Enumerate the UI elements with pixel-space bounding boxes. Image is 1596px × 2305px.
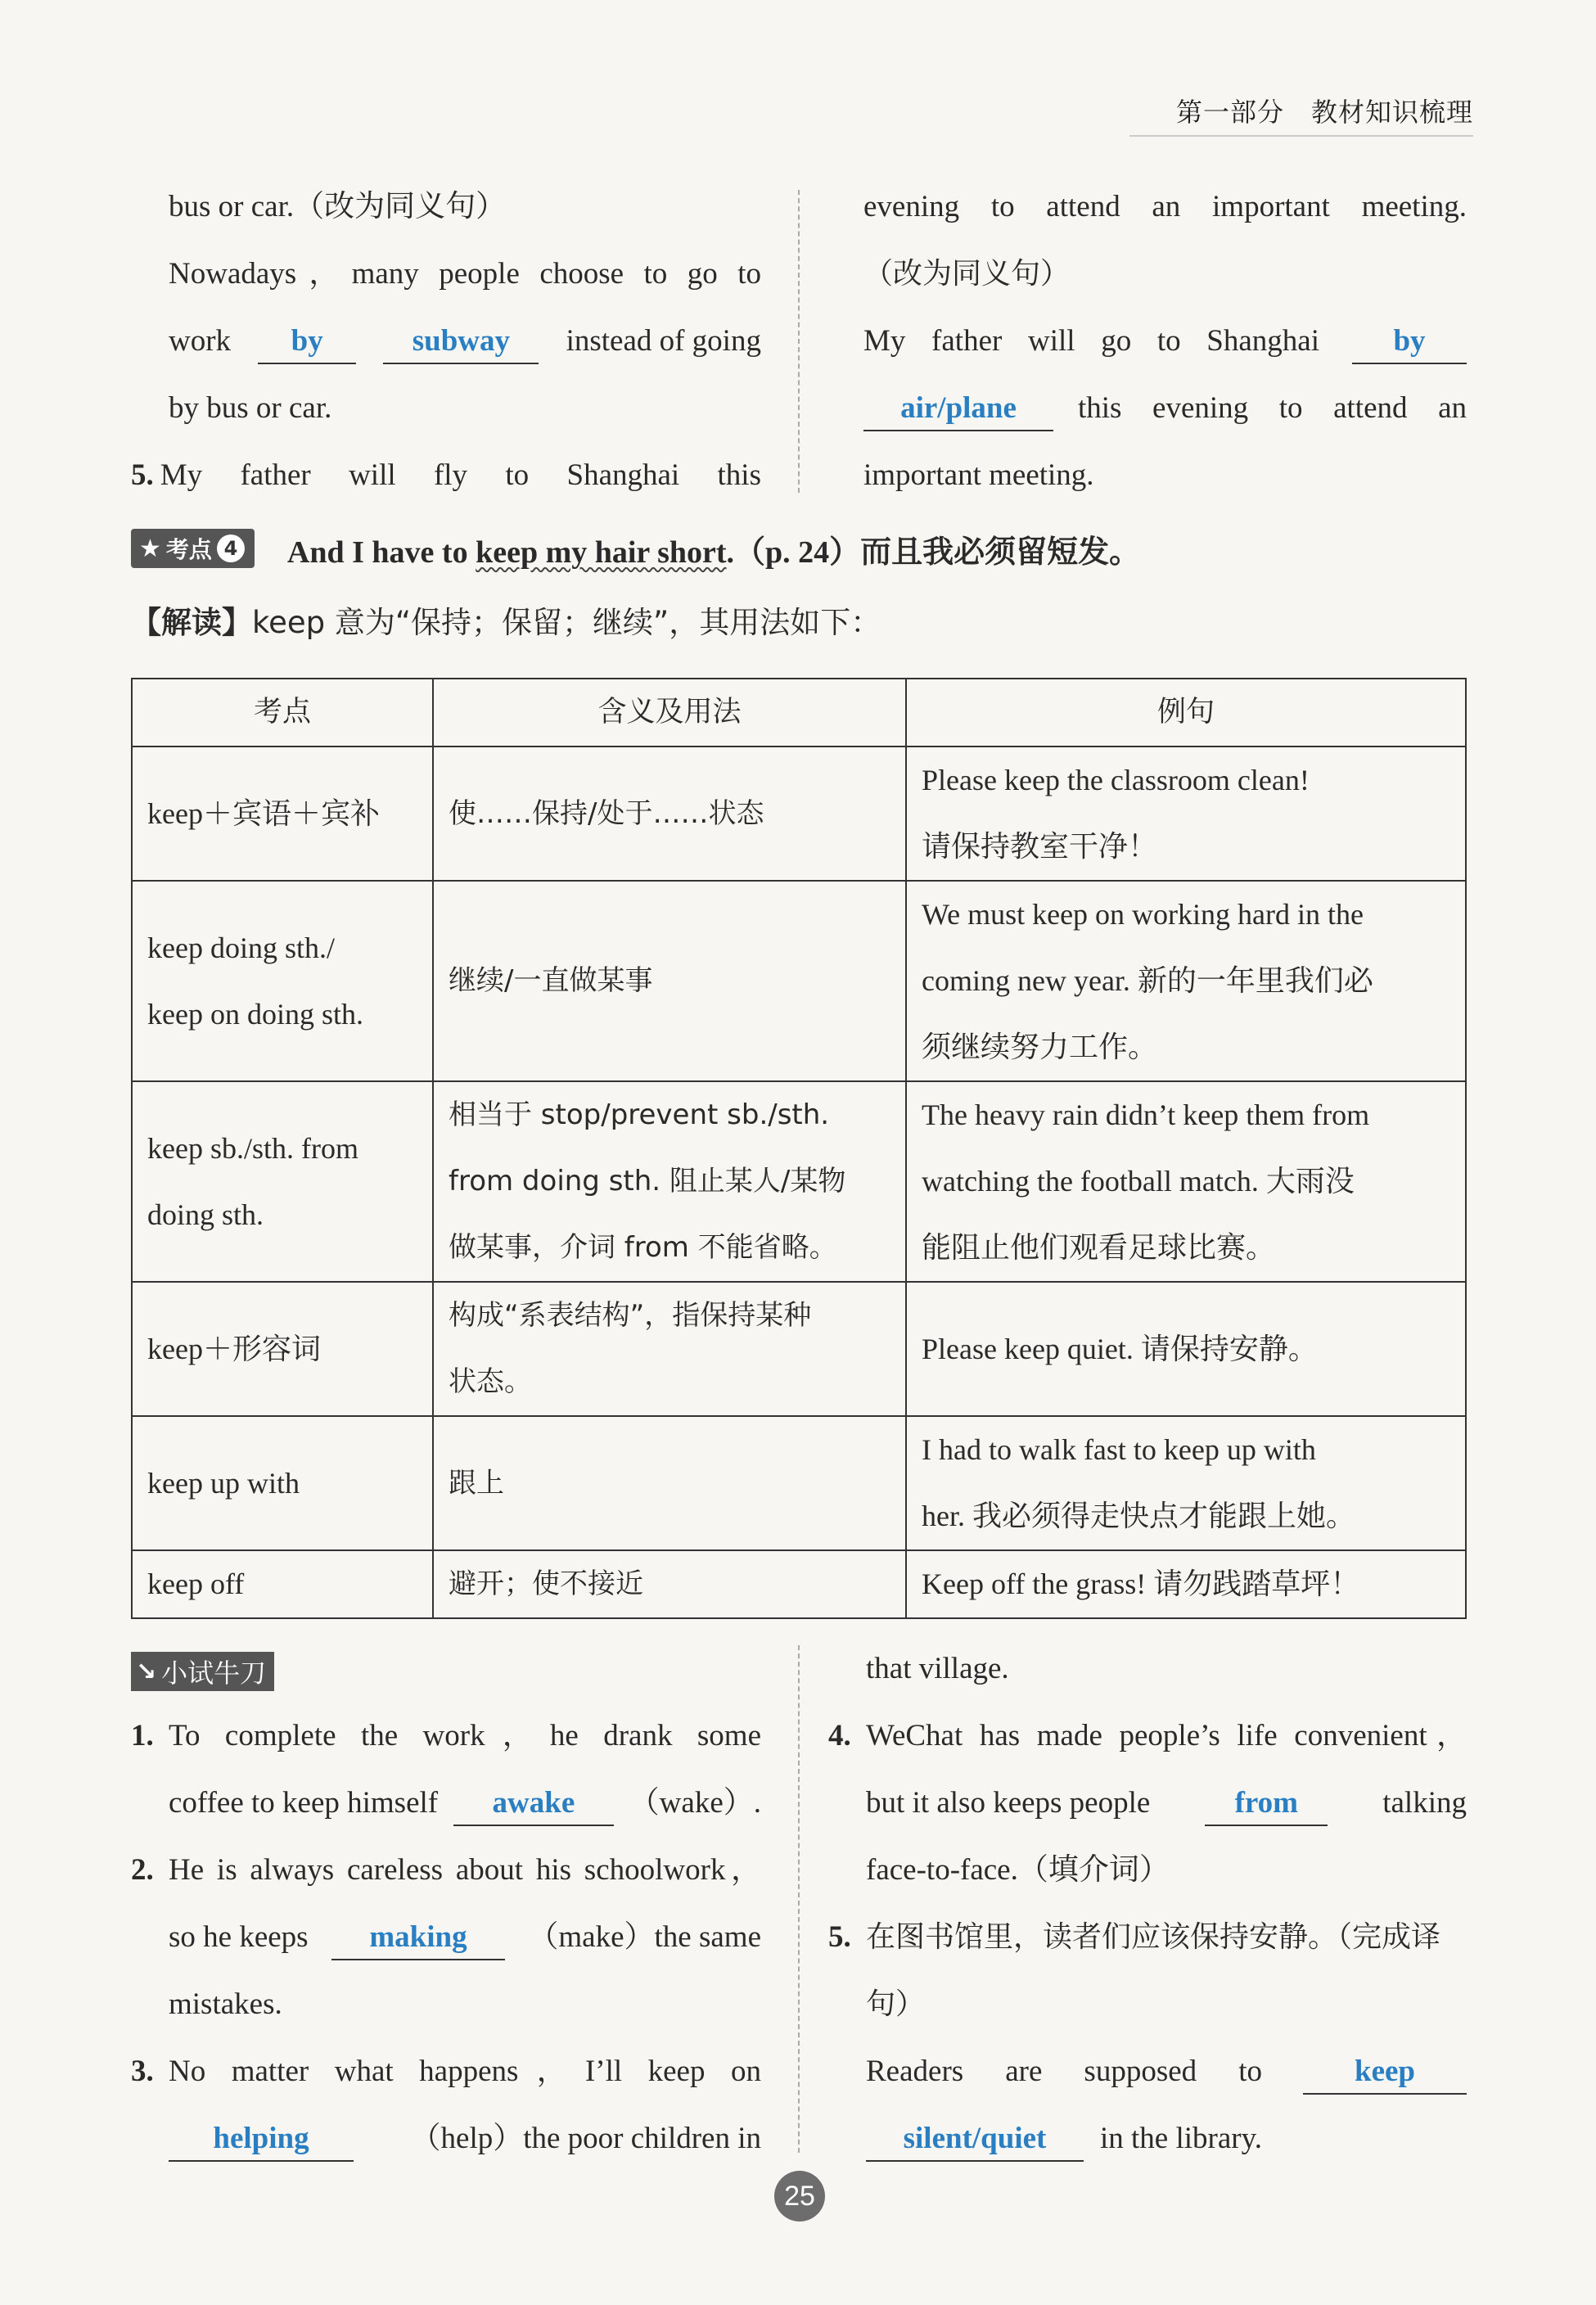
text-line: bus or car.（改为同义句） xyxy=(169,190,507,223)
cell-line: 跟上 xyxy=(449,1466,504,1500)
answer-blank: making xyxy=(331,1916,505,1960)
cell-line: We must keep on working hard in the xyxy=(922,898,1364,931)
kaodian-badge xyxy=(131,529,255,568)
text-segment: so he keeps xyxy=(169,1920,309,1954)
question-text: He is always careless about his schoolwork， xyxy=(169,1853,761,1887)
explanation-line xyxy=(131,598,881,642)
text-line: （改为同义句） xyxy=(863,257,1071,291)
question-text: 在图书馆里，读者们应该保持安静。（完成译 xyxy=(866,1920,1441,1954)
cell-line: keep＋宾语＋宾补 xyxy=(147,796,380,830)
answer-blank: helping xyxy=(169,2118,354,2162)
question-line xyxy=(131,442,761,509)
column-header: 例句 xyxy=(906,679,1466,747)
fill-line xyxy=(863,375,1467,442)
cell-line: keep doing sth./ xyxy=(147,931,335,964)
practice-label: 小试牛刀 xyxy=(161,1658,267,1689)
top-left-column xyxy=(131,174,761,509)
exercises-right-column xyxy=(828,1635,1467,2172)
column-header: 考点 xyxy=(132,679,433,747)
cell-line: keep＋形容词 xyxy=(147,1332,321,1365)
text-line: important meeting. xyxy=(863,458,1094,492)
cell-line: from doing sth. 阻止某人/某物 xyxy=(449,1165,846,1198)
cell-line: Keep off the grass! 请勿践踏草坪！ xyxy=(922,1567,1360,1600)
text-segment: in the library. xyxy=(1100,2122,1262,2155)
table-header-row xyxy=(132,679,1466,747)
column-divider xyxy=(798,1645,800,2153)
fill-line xyxy=(828,2105,1467,2172)
practice-heading xyxy=(131,1652,274,1691)
text-segment: instead of going xyxy=(566,324,761,358)
example-cell xyxy=(906,1282,1466,1416)
cell-line: 避开；使不接近 xyxy=(449,1567,643,1600)
question-text: To complete the work，he drank some xyxy=(169,1719,761,1752)
point-cell xyxy=(132,1416,433,1550)
meaning-cell xyxy=(433,1081,906,1282)
question-number: 1. xyxy=(131,1719,154,1752)
table-row xyxy=(132,1081,1466,1282)
text-segment: this evening to attend an xyxy=(1078,391,1467,425)
example-cell xyxy=(906,1416,1466,1550)
cell-line: keep sb./sth. from xyxy=(147,1131,358,1165)
answer-blank: air/plane xyxy=(863,387,1053,431)
cell-line: 继续/一直做某事 xyxy=(449,964,653,997)
kaodian-sentence xyxy=(287,526,1140,571)
cell-line: 状态。 xyxy=(449,1365,532,1398)
page-header: 第一部分 教材知识梳理 xyxy=(1175,97,1473,128)
cell-line: I had to walk fast to keep up with xyxy=(922,1433,1316,1466)
point-cell xyxy=(132,1550,433,1618)
table-row xyxy=(132,881,1466,1081)
text-line: that village. xyxy=(866,1652,1009,1685)
cell-line: 相当于 stop/prevent sb./sth. xyxy=(449,1098,830,1131)
text-segment: （make）the same xyxy=(528,1920,761,1954)
cell-line: Please keep the classroom clean! xyxy=(922,764,1310,796)
arrow-icon: ↘ xyxy=(136,1657,157,1686)
cell-line: coming new year. 新的一年里我们必 xyxy=(922,964,1373,997)
exercises-left-column xyxy=(131,1703,761,2172)
text-line: by bus or car. xyxy=(169,391,332,425)
top-right-column xyxy=(863,174,1467,509)
table-row xyxy=(132,1416,1466,1550)
question-line xyxy=(131,2038,761,2105)
cell-line: keep up with xyxy=(147,1466,300,1500)
question-text: No matter what happens，I’ll keep on xyxy=(169,2055,761,2088)
text-line: Nowadays，many people choose to go to xyxy=(169,257,761,291)
sentence-part: .（p. 24）而且我必须留短发。 xyxy=(726,535,1141,570)
question-line xyxy=(828,1904,1467,1971)
cell-line: watching the football match. 大雨没 xyxy=(922,1165,1355,1198)
example-cell xyxy=(906,747,1466,881)
cell-line: keep off xyxy=(147,1567,245,1600)
text-line: evening to attend an important meeting. xyxy=(863,190,1467,223)
cell-line: 能阻止他们观看足球比赛。 xyxy=(922,1231,1276,1264)
cell-line: keep on doing sth. xyxy=(147,997,363,1031)
example-cell xyxy=(906,881,1466,1081)
usage-table xyxy=(131,678,1467,1619)
explanation-label: 【解读】 xyxy=(131,605,252,640)
question-text: WeChat has made people’s life convenient， xyxy=(866,1719,1467,1752)
cell-line: Please keep quiet. 请保持安静。 xyxy=(922,1332,1318,1365)
question-number: 5. xyxy=(131,458,154,492)
table-row xyxy=(132,747,1466,881)
meaning-cell xyxy=(433,1282,906,1416)
text-line: mistakes. xyxy=(169,1987,282,2021)
text-segment: （help）the poor children in xyxy=(410,2122,761,2155)
fill-line xyxy=(863,308,1467,375)
cell-line: 须继续努力工作。 xyxy=(922,1031,1158,1063)
text-segment: talking xyxy=(1382,1786,1467,1820)
cell-line: The heavy rain didn’t keep them from xyxy=(922,1098,1370,1131)
answer-blank: keep xyxy=(1303,2050,1467,2095)
page-number: 25 xyxy=(774,2171,825,2222)
question-number: 4. xyxy=(828,1719,851,1752)
fill-line xyxy=(131,308,761,375)
point-cell xyxy=(132,881,433,1081)
question-line xyxy=(131,1703,761,1770)
sentence-part: And I have to xyxy=(286,535,476,570)
table-body xyxy=(132,747,1466,1618)
text-line: face-to-face.（填介词） xyxy=(866,1853,1170,1887)
answer-blank: subway xyxy=(383,320,539,364)
fill-line xyxy=(131,2105,761,2172)
point-cell xyxy=(132,1282,433,1416)
kaodian-heading xyxy=(131,524,1140,573)
point-cell xyxy=(132,1081,433,1282)
fill-line xyxy=(131,1904,761,1971)
text-segment: coffee to keep himself xyxy=(169,1786,439,1820)
text-segment: Readers are supposed to xyxy=(866,2055,1262,2088)
cell-line: her. 我必须得走快点才能跟上她。 xyxy=(922,1500,1355,1532)
text-segment: but it also keeps people xyxy=(866,1786,1151,1820)
fill-line xyxy=(828,1770,1467,1837)
cell-line: 做某事，介词 from 不能省略。 xyxy=(449,1231,837,1264)
kaodian-label: 考点 xyxy=(165,536,212,563)
sentence-keyword: keep my hair short xyxy=(476,535,727,570)
meaning-cell xyxy=(433,1550,906,1618)
text-segment: work xyxy=(169,324,232,358)
example-cell xyxy=(906,1081,1466,1282)
meaning-cell xyxy=(433,881,906,1081)
header-rule xyxy=(1129,135,1473,137)
answer-blank: awake xyxy=(453,1782,614,1826)
cell-line: doing sth. xyxy=(147,1198,264,1231)
question-text: My father will fly to Shanghai this xyxy=(160,458,761,492)
meaning-cell xyxy=(433,747,906,881)
point-cell xyxy=(132,747,433,881)
explanation-text: keep 意为“保持；保留；继续”，其用法如下： xyxy=(252,605,881,640)
column-header: 含义及用法 xyxy=(433,679,906,747)
column-divider xyxy=(798,190,800,493)
answer-blank: by xyxy=(258,320,356,364)
text-line: 句） xyxy=(866,1987,926,2021)
question-line xyxy=(828,1703,1467,1770)
cell-line: 使……保持/处于……状态 xyxy=(449,796,764,830)
answer-blank: from xyxy=(1205,1782,1328,1826)
question-number: 3. xyxy=(131,2055,154,2088)
text-segment: My father will go to Shanghai xyxy=(863,324,1319,358)
star-icon: ★ xyxy=(139,534,161,563)
question-number: 2. xyxy=(131,1853,154,1887)
kaodian-number: 4 xyxy=(217,535,245,562)
text-segment: （wake）. xyxy=(629,1786,761,1820)
table-row xyxy=(132,1282,1466,1416)
answer-blank: by xyxy=(1352,320,1467,364)
answer-blank: silent/quiet xyxy=(866,2118,1084,2162)
cell-line: 构成“系表结构”，指保持某种 xyxy=(449,1299,812,1332)
meaning-cell xyxy=(433,1416,906,1550)
fill-line xyxy=(131,1770,761,1837)
question-number: 5. xyxy=(828,1920,851,1954)
cell-line: 请保持教室干净！ xyxy=(922,830,1158,863)
question-line xyxy=(131,1837,761,1904)
fill-line xyxy=(828,2038,1467,2105)
table-row xyxy=(132,1550,1466,1618)
example-cell xyxy=(906,1550,1466,1618)
